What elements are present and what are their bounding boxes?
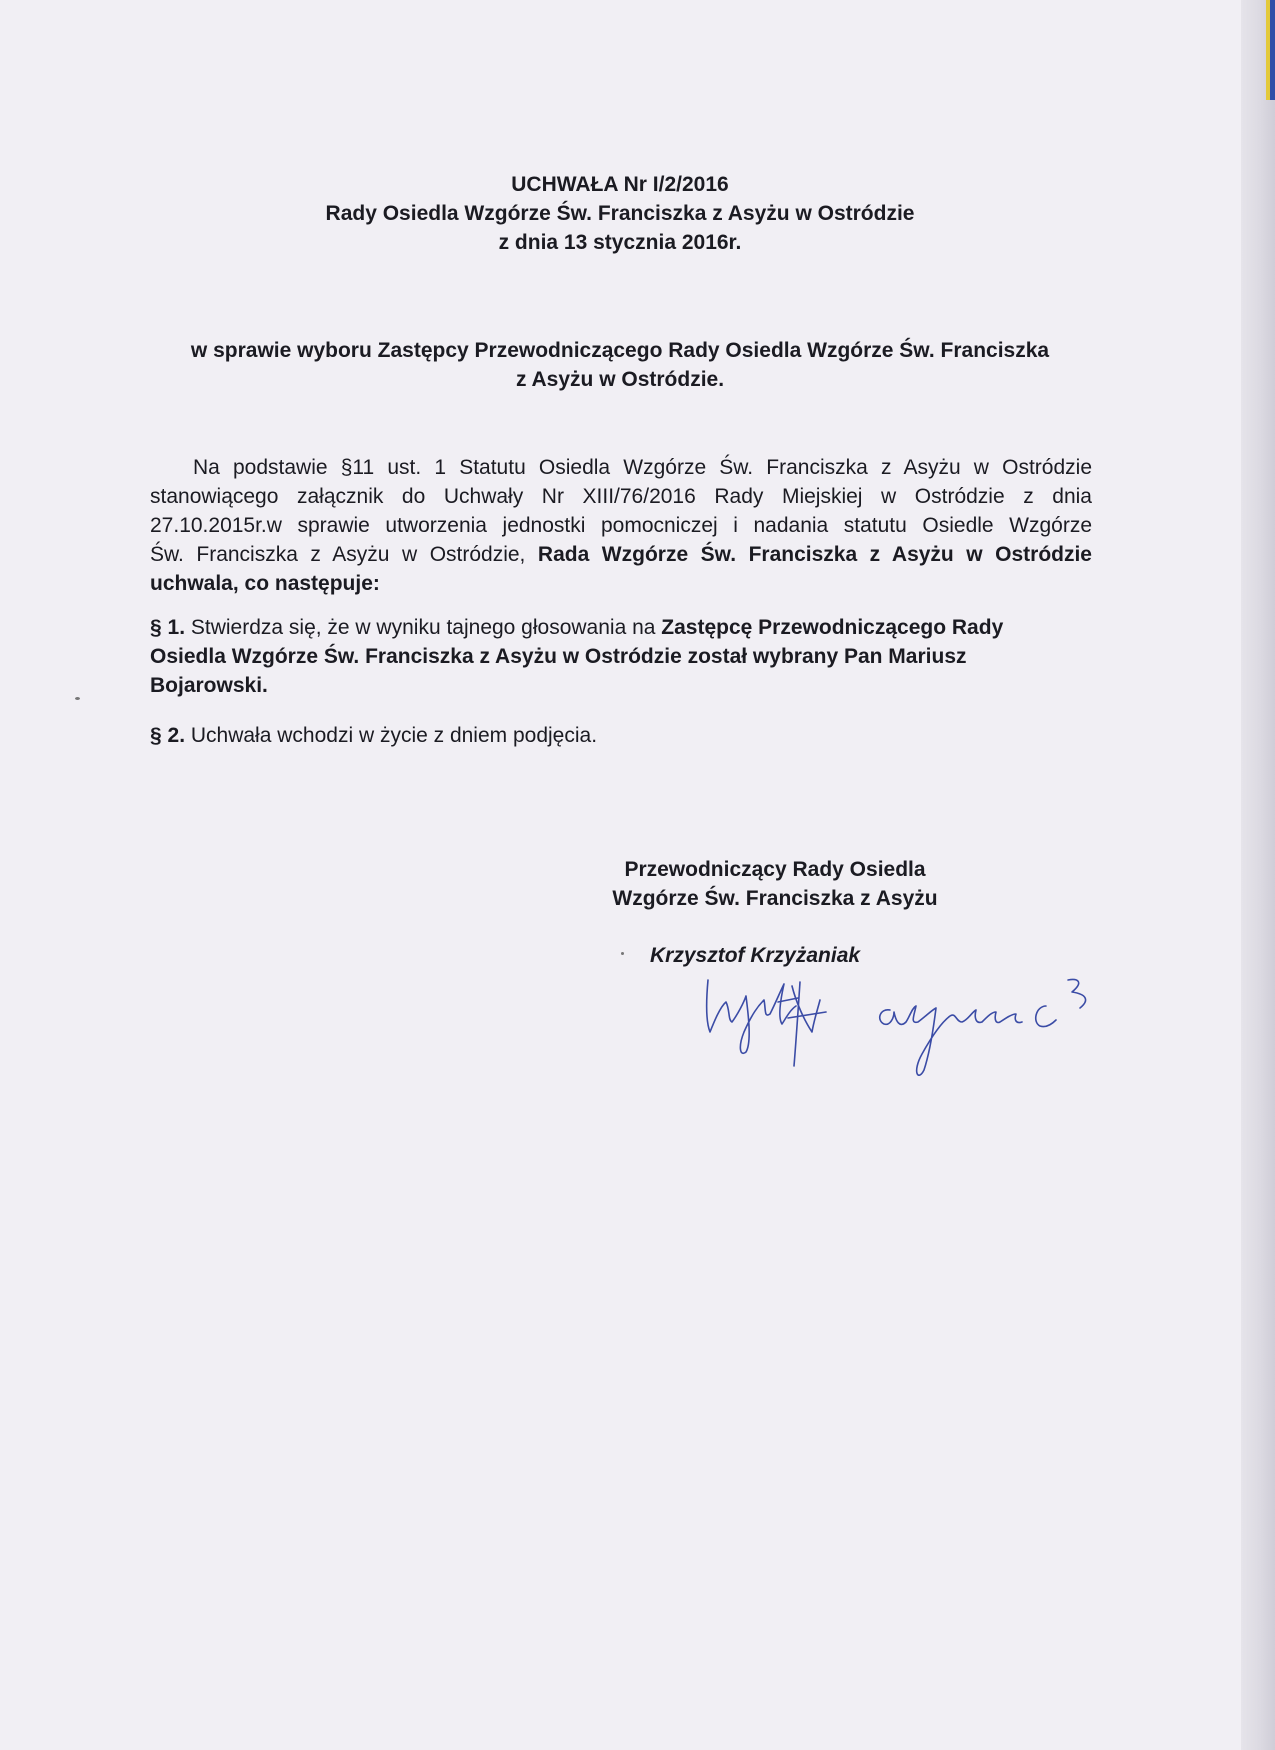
legal-basis-paragraph xyxy=(150,453,1092,598)
council-name: Rady Osiedla Wzgórze Św. Franciszka z Asyżu w Ostródzie xyxy=(325,202,915,225)
body-text: Św. Franciszka z Asyżu w Ostródzie, xyxy=(150,543,538,566)
section-1-line xyxy=(150,613,1092,642)
body-line: 27.10.2015r.w sprawie utworzenia jednostki pomocniczej i nadania statutu Osiedle Wzgórze xyxy=(150,514,1092,537)
scan-edge-mark-blue xyxy=(1270,0,1275,100)
body-line xyxy=(150,453,1092,482)
scan-speck xyxy=(75,697,80,700)
section-1-line: Bojarowski. xyxy=(150,674,268,697)
subject-line: w sprawie wyboru Zastępcy Przewodniczącego Rady Osiedla Wzgórze Św. Franciszka xyxy=(190,339,1050,362)
resolution-number: UCHWAŁA Nr I/2/2016 xyxy=(511,173,729,196)
section-1-label: § 1. xyxy=(150,616,186,639)
body-line: stanowiącego załącznik do Uchwały Nr XIII/76/2016 Rady Miejskiej w Ostródzie z dnia xyxy=(150,485,1092,508)
section-1-text: Stwierdza się, że w wyniku tajnego głosowania na xyxy=(185,616,662,639)
scan-edge xyxy=(1241,0,1275,1750)
section-1-line: Osiedla Wzgórze Św. Franciszka z Asyżu w Ostródzie został wybrany Pan Mariusz xyxy=(150,645,967,668)
signatory-role xyxy=(560,855,990,913)
handwritten-signature xyxy=(700,962,1120,1102)
council-bold-text: Rada Wzgórze Św. Franciszka z Asyżu w Ostródzie xyxy=(537,543,1092,566)
resolution-date: z dnia 13 stycznia 2016r. xyxy=(498,231,742,254)
section-2 xyxy=(150,721,1092,750)
resolves-text: uchwala, co następuje: xyxy=(150,572,380,595)
body-line xyxy=(150,540,1092,569)
resolution-header xyxy=(200,170,1040,257)
subject-line: z Asyżu w Ostródzie. xyxy=(515,368,725,391)
section-2-text: Uchwała wchodzi w życie z dniem podjęcia. xyxy=(185,724,598,747)
section-1-bold: Zastępcę Przewodniczącego Rady xyxy=(661,616,1004,639)
resolution-subject xyxy=(140,336,1100,394)
section-2-label: § 2. xyxy=(150,724,186,747)
body-text: Na podstawie §11 ust. 1 Statutu Osiedla Wzgórze Św. Franciszka z Asyżu w Ostródzie xyxy=(193,456,1092,479)
scan-speck xyxy=(621,952,624,955)
signatory-name: Krzysztof Krzyżaniak xyxy=(650,944,861,967)
section-1 xyxy=(150,613,1092,700)
signatory-role-line: Wzgórze Św. Franciszka z Asyżu xyxy=(612,887,938,910)
signatory-role-line: Przewodniczący Rady Osiedla xyxy=(624,858,926,881)
